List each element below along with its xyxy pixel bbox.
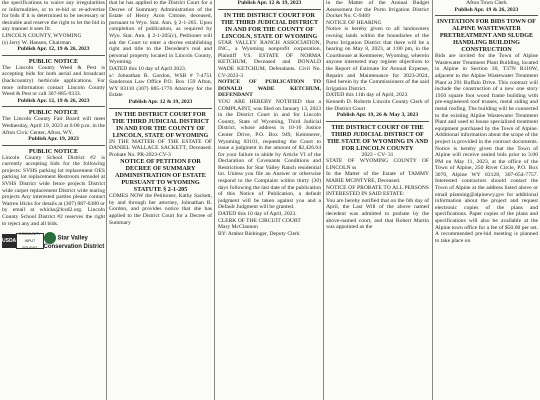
- divider: [218, 9, 321, 10]
- divider: [435, 15, 538, 16]
- notice-text: YOU ARE HEREBY NOTIFIED that a COMPLAINT, was filed on January 13, 2023 in the District Court in and for Lincoln County, State of Wyoming, Third Judicial District, whose address is 10-10 Justice Center Drive, P.O. Box 949, Kemmerer, Wyoming 83101, requesting the Court to issue a judgment in the amount of $2,426.64 for your failure to abide by Article VI of the Declaration of Covenants Conditions and Restrictions for Star Valley Ranch residential lot. Unless you file an Answer or otherwise respond to the Complaint within thirty (30) days following the last date of the publication of this Notice of Publication, a default judgment will be taken against you and a Default Judgment will be granted.: [218, 98, 321, 211]
- notice-text: Bids are invited for the Town of Alpine Wastewater Treatment Plant Building, located in Alpine in Section 30, T37N R118W, adjacent to the Alpine Wastewater Treatment Plant at 291 Buffalo Drive. This contract will include the construction of a new one story 1950 square foot wood frame building with pre-engineered roof trusses, metal siding and metal roofing. The building will be connected to the existing Alpine Wastewater Treatment Plant and used to house specialized treatment equipment purchased by the Town of Alpine. Additional information about the scope of the project is provided in the contract documents. Notice is hereby given that the Town of Alpine will receive sealed bids prior to 3:00 PM on May 11, 2023, at the office of the Town of Alpine, 250 River Circle, P.O. Box 3070, Alpine WY 83128, 307-654-7757. Interested contractors should contact the Town of Alpine at the address listed above or email planning@alpinewy.gov for additional information about the project and request electronic copies of the plans and specifications. Paper copies of the plans and specifications will also be available at the Alpine town office for a fee of $50.00 per set. A recommended pre-bid meeting is planned to take place on: [435, 53, 538, 244]
- notice-text: In the Matter of the Estate of TAMMY MARIE MCINTYRE, Deceased.: [326, 171, 429, 185]
- community-input-logo: COMMUNITY INPUT SOUGHT: [16, 233, 43, 249]
- deputy-line: BY: Amber Biebinger, Deputy Clerk: [218, 230, 300, 237]
- notice-title: NOTICE OF HEARING: [326, 19, 382, 26]
- column-4: [326, 0, 429, 400]
- publish-date: Publish Apr. 12 & 19, 2023: [128, 98, 193, 105]
- column-2: [109, 0, 212, 400]
- notice-text: You are hereby notified that on the 6th day of April, the Last Will of the above named decedent was admitted to probate by the above-named court, and that Robert Martin was appointed as the: [326, 197, 429, 231]
- notice-text: that he has applied to the District Court for a Decree of Summary Administration of the Estate of Henry Aron Cittone, deceased, pursuant to Wyo. Stat. Ann. § 2-1-205. Upon completion of publication, as required by Wyo. Stat. Ann. § 2-1-205(c), Petitioner will ask the Court to enter a decree establishing right and title to the Decedent's real and personal property located in Lincoln County, Wyoming.: [109, 0, 212, 66]
- signer-org: LINCOLN COUNTY, WYOMING: [2, 32, 82, 39]
- notice-text: in the Matter of the Annual Budget Assessment for the Porto Irrigation District Docket No. C-9469: [326, 0, 429, 20]
- divider: [326, 121, 429, 122]
- notice-title: NOTICE OF PROBATE TO ALL PERSONS INTERESTED IN SAID ESTATE:: [326, 184, 429, 198]
- publish-date: Publish Apr. 19, 26 & May 3, 2023: [336, 112, 419, 119]
- usda-logo: USDA: [2, 234, 16, 248]
- clerk-title: CLERK OF THE CIRCUIT COURT: [218, 217, 301, 224]
- leaf-icon: [44, 232, 56, 244]
- column-divider: [432, 0, 433, 400]
- notice-title: NOTICE OF PUBLICATION TO DONALD WADE KETCHUM, DEFENDANT: [218, 79, 321, 99]
- notice-text: IN THE MATTER OF THE ESTATE OF DANIEL WALLACE SACKETT, Deceased. Probate No. PR-2023-CV-3: [109, 138, 212, 158]
- divider: [2, 145, 105, 146]
- notice-text: COMES NOW the Petitioner, Kathy Sackett, by and through her attorney, Johnathan R. Gordon, and provides notice that she has applied to the District Court for a Decree of Summary: [109, 193, 212, 226]
- column-5: [435, 0, 538, 400]
- court-heading: IN THE DISTRICT COURT FOR THE THIRD JUDICIAL DISTRICT IN AND FOR THE COUNTY OF LINCOLN, STATE OF WYOMING: [111, 110, 210, 139]
- publish-date: Publish Apr. 19 & 26, 2023: [454, 6, 519, 13]
- case-caption: STAR VALLEY RANCH ASSOCIATION, INC., a Wyoming nonprofit corporation, Plaintiff VS. ESTATE OF NORMA KETCHUM, Deceased and DONALD WADE KETCHUM, Defendants. Civil No. CV-2023-3: [218, 39, 321, 79]
- notice-title: NOTICE OF PETITION FOR DECREE OF SUMMARY ADMINISTRATION OF ESTATE PURSUANT TO WYOMING STATUTE § 2-1-205: [115, 158, 206, 194]
- publish-date: Publish Apr. 19, 2023: [28, 136, 79, 143]
- column-divider: [214, 0, 215, 400]
- dated-line: DATED this 10 day of April 2023.: [109, 65, 187, 72]
- signer-title: Afton Town Clerk: [466, 0, 507, 6]
- dated-line: DATED this 11th day of April, 2023: [326, 92, 408, 99]
- divider: [2, 106, 105, 107]
- notice-text: Notice is hereby given to all landowners owning lands within the boundaries of the Porto Irrigation District that there will be a hearing on May 8, 2023, at 1:00 pm, in the Courthouse at Kemmerer, Wyoming, wherein anyone interested may register objections to the Report of Estimate for Annual Expense, Repairs and Maintenance for 2023-2024, filed herein by the Commissioners of the said Irrigation District.: [326, 26, 429, 92]
- notice-text: Lincoln County School District #2 is currently accepting bids for the following projects: SVHS parking lot replacement OES parking lot replacement Restroom remodel at SVHS District wide fence projects District wide carpet replacement District wide tearing projects Any interested parties please contact Warren Hicks for details at (307) 887-6380 or by email at whicks@lcsd2.org. Lincoln County School District #2 reserves the right to reject any and all bids.: [2, 154, 105, 227]
- signature-block: s/: Johnathan R. Gordon, WSB # 7-4751 Sanderson Law Office P.O. Box 159 Afton, WY 83110 (307) 885-1776 Attorney for the Estate: [109, 72, 212, 99]
- publish-date: Publish Apr. 12, 19 & 26, 2023: [17, 97, 90, 104]
- column-1: [2, 0, 105, 400]
- notice-text: The Lincoln County Weed & Pest is accepting bids for both aerial and broadcast (backcountry) herbicide applications. For more information contact Lincoln County Weed & Pest or call 307-885-9333.: [2, 64, 105, 98]
- notice-text: The Lincoln County Fair Board will meet Wednesday, April 19, 2023 at 6:00 p.m. in the Afton Civic Center, Afton, WY.: [2, 116, 105, 136]
- notice-title: PUBLIC NOTICE: [28, 57, 79, 65]
- bid-invitation-title: INVITATION FOR BIDS TOWN OF ALPINE WASTEWATER PRETREATMENT AND SLUDGE HANDLING BUILDING CONSTRUCTION: [437, 18, 536, 54]
- signer-name: (s) Jerry W. Hansen, Chairman: [2, 39, 71, 46]
- publish-date: Publish Apr. 12 & 19, 2023: [237, 0, 302, 6]
- sponsor-logos: [2, 230, 105, 252]
- venue-text: STATE OF WYOMING COUNTY OF LINCOLN: [326, 158, 429, 171]
- court-heading: THE DISTRICT COURT OF THE THIRD JUDICIAL DISTRICT OF THE STATE OF WYOMING IN AND FOR LINCOLN COUNTY: [326, 123, 429, 152]
- notice-title: PUBLIC NOTICE: [28, 109, 79, 117]
- ss-mark: ss: [351, 164, 357, 171]
- publish-date: Publish Apr. 12, 19 & 26, 2023: [17, 46, 90, 53]
- court-heading: IN THE DISTRICT COURT FOR THE THIRD JUDICIAL DISTRICT IN AND FOR THE COUNTY OF LINCOLN, STATE OF WYOMING: [220, 11, 319, 40]
- conservation-district-logo: [44, 232, 105, 251]
- clerk-name: Mary McClannon: [218, 224, 258, 231]
- column-divider: [323, 0, 324, 400]
- column-divider: [106, 0, 107, 400]
- divider: [109, 108, 212, 109]
- logo-text: Star Valley Conservation District: [43, 235, 105, 250]
- dated-line: DATED this 10 day of April, 2023.: [218, 211, 297, 218]
- signature-block: Kenneth D. Roberts Lincoln County Clerk of the District Court: [326, 98, 429, 112]
- venue-line: [326, 158, 429, 171]
- divider: [2, 55, 105, 56]
- notice-title: PUBLIC NOTICE: [28, 147, 79, 155]
- case-number: 2023 - CV- 31: [361, 151, 394, 158]
- notice-text: the specifications to waive any irregularities or informalities, or to re-bid or re-advertise for bids if it is determined to be necessary or desirable and reserve the right to let the bid in any manner it sees fit.: [2, 0, 105, 33]
- column-3: [218, 0, 321, 400]
